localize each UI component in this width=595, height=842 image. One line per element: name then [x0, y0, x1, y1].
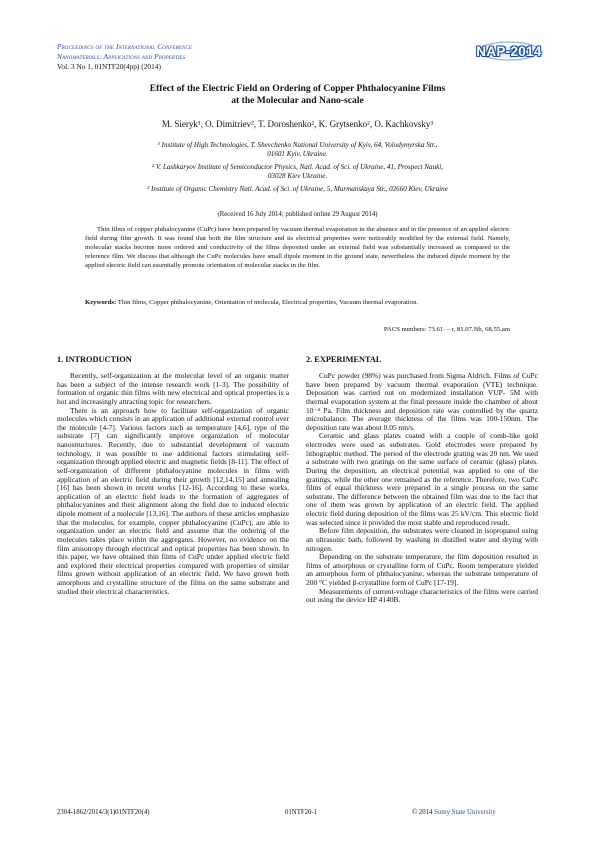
- pacs-numbers: PACS numbers: 73.61. – r, 81.07.Nb, 68.55.am: [383, 326, 510, 333]
- section-heading-experimental: 2. EXPERIMENTAL: [306, 355, 382, 364]
- affiliation-2-line2: 03028 Kiev Ukraine.: [267, 172, 328, 181]
- paragraph: There is an approach how to facilitate self-organization of organic molecules which consists in an application of additional external control over the molecule [4-7]. Various factors such as temperature [4,6], type of the substrate [7] can significantly improve organization of molecular nanostructures. Recently, due to substantial development of vacuum technology, it was possible to use additional factors stimulating self-organization through applied electric and magnetic fields [8-11]. The effect of self-organization of different phthalocyanine molecules in films with application of an electric field during their growth [12,14,15] and annealing [16] has been shown in recent works [12-16]. According to these works, application of an electric field leads to the formation of aggregates of phthalocyanines and their alignment along the field due to induced electric dipole moment of a molecule [13,16]. The authors of these articles emphasize that the molecules, for example, copper phthalocyanine (CuPc), are able to organization under an electric field and assume that the ordering of the molecules takes place within the aggregates. However, no evidence on the film anisotropy through electrical and optical properties has been shown. In this paper, we have obtained thin films of CuPc under applied electric field and explored their electrical properties compared with properties of similar films grown without application of an electric field. We have grown both amorphous and crystalline structure of the films on the same substrate and studied their electrical characteristics.: [57, 405, 289, 596]
- affiliation-1-line1: ¹ Institute of High Technologies, T. Shevchenko National University of Kyiv, 64, Volodymyrska Str.,: [157, 141, 438, 149]
- paragraph: Before film deposition, the substrates were cleaned in isopropanol using an ultrasonic bath, followed by washing in distilled water and drying with nitrogen.: [306, 526, 538, 553]
- paragraph: Measurements of current-voltage characteristics of the films were carried out using the device HP 4140B.: [306, 586, 538, 605]
- footer-publisher-link[interactable]: Sumy State University: [434, 809, 496, 816]
- section-heading-introduction: 1. INTRODUCTION: [57, 355, 132, 364]
- affiliation-2-line1: ² V. Lashkaryov Institute of Semiconductor Physics, Natl. Acad. of Sci. of Ukraine, 41, Prospect Nauki,: [151, 163, 444, 171]
- keywords: [85, 299, 510, 308]
- left-column: [57, 372, 289, 596]
- footer-page-number: 01NTF20-1: [285, 809, 318, 816]
- logo-text: NAP-2014: [476, 44, 542, 59]
- title-line1: Effect of the Electric Field on Ordering of Copper Phthalocyanine Films: [149, 83, 446, 94]
- affiliation-1-line2: 01601 Kyiv, Ukraine.: [267, 150, 328, 159]
- paragraph: CuPc powder (98%) was purchased from Sigma Aldrich. Films of CuPc have been prepared by vacuum thermal evaporation (VTE) technique. Deposition was carried out on modernized installation VUP- 5M with thermal evaporation system at the final pressure inside the chamber of about 10⁻⁴ Pa. Film thickness and deposition rate was controlled by the quartz microbalance. The average thickness of the films was 100-150nm. The deposition rate was about 0.05 nm/s.: [306, 371, 538, 432]
- conference-logo: [474, 38, 544, 72]
- footer-issn: 2304-1862/2014/3(1)01NTF20(4): [57, 809, 150, 816]
- journal-name-line1: Proceedings of the International Conference: [57, 42, 193, 51]
- title-line2: at the Molecular and Nano-scale: [231, 95, 364, 106]
- paper-title: [60, 83, 535, 107]
- author-list: M. Sieryk¹, O. Dimitriev², T. Doroshenko², K. Grytsenko², O. Kachkovsky³: [161, 119, 434, 129]
- paragraph: Recently, self-organization at the molecular level of an organic matter has been a subject of the intense research work [1-3]. The possibility of formation of organic thin films with new electrical and optical properties is a hot and increasingly attracting topic for researchers.: [57, 371, 289, 406]
- affiliation-2: [60, 163, 535, 181]
- paragraph: Ceramic and glass plates coated with a couple of comb-like gold electrodes were used as substrates. Gold electrodes were prepared by lithographic method. The period of the electrode grating was 20 nm. We used a substrate with two gratings on the same surface of ceramic (glass) plates. During the deposition, an electrical potential was applied to one of the gratings, while the other one remained as the reference. Therefore, two CuPc films of equal thickness were prepared in a single process on the same substrate. The difference between the obtained film was due to the fact that one of them was grown by application of an electric field. The applied electric field during deposition of the films was 25 kV/cm. This electric field was selected since it provided the most stable and reproduced result.: [306, 431, 538, 527]
- journal-header: [57, 42, 397, 72]
- journal-name-line2: Nanomaterials: Applications and Properties: [57, 52, 186, 61]
- volume-info: Vol. 3 No 1, 01NTF20(4pp) (2014): [57, 62, 161, 71]
- abstract: Thin films of copper phthalocyanine (CuPc) have been prepared by vacuum thermal evaporation in the absence and in the presence of an applied electric field during film growth. It was found that both the film structure and its electrical properties were noticeably modified by the external field. Namely, molecular stacks become more ordered and conductivity of the films deposited under an external field was substantially increased as compared to the reference film. We discuss that although the CuPc molecules have small dipole moment in the ground state, nevertheless the induced dipole moment by the applied electric field can essentially promote orientation of molecular stacks in the film.: [85, 226, 510, 269]
- affiliation-1: [60, 141, 535, 159]
- received-date: (Received 16 July 2014; published online 29 August 2014): [217, 211, 378, 218]
- footer-copyright: [412, 809, 496, 816]
- paragraph: Depending on the substrate temperature, the film deposition resulted in films of amorphous or crystalline form of CuPc. Room temperature yielded an amorphous form of phthalocyanine, whereas the substrate temperature of 200 °C yielded β-crystalline form of CuPc [17-19].: [306, 552, 538, 587]
- footer-copyright-year: © 2014: [412, 809, 433, 816]
- keywords-text: Thin films, Copper phthalocyanine, Orientation of molecula, Electrical properties, Vacuum thermal evaporation.: [117, 299, 419, 306]
- keywords-label: Keywords:: [85, 299, 117, 306]
- affiliation-3-line1: ³ Institute of Organic Chemistry Natl. Acad. of Sci. of Ukraine, 5, Murmanskaya Str., 02660 Kiev, Ukraine: [147, 185, 448, 193]
- right-column: [306, 372, 538, 605]
- affiliation-3: [60, 185, 535, 194]
